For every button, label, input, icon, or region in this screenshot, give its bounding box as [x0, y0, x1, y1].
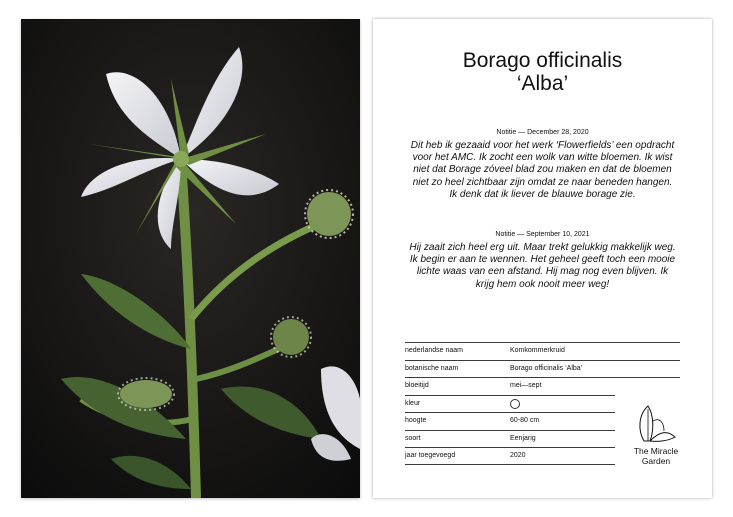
row-value: 60-80 cm	[510, 417, 540, 424]
title-line-2: ‘Alba’	[516, 72, 569, 95]
row-value: Borago officinalis ‘Alba’	[510, 364, 583, 372]
note-date: Notitie — December 28, 2020	[496, 129, 589, 136]
row-label: kleur	[405, 399, 421, 407]
row-value: 2020	[510, 452, 526, 459]
table-row	[405, 395, 615, 413]
note-text: Dit heb ik gezaaid voor het werk ‘Flowerfields’ een opdracht voor het AMC. Ik zocht een wolk van witte bloemen. Ik wist niet dat Borage zóveel blad zou maken en dat de bloemen niet zo heel zichtbaar zijn omdat ze naar beneden hangen. Ik denk dat ik liever de blauwe borage zie.	[410, 140, 675, 200]
row-label: botanische naam	[405, 364, 459, 372]
logo-line-1: The Miracle	[633, 446, 679, 456]
table-row	[405, 430, 615, 448]
row-label: soort	[405, 434, 421, 442]
borage-flower-image	[21, 19, 360, 498]
note-block	[409, 230, 676, 291]
leaf-logo-icon	[634, 403, 678, 443]
logo-line-2: Garden	[641, 456, 671, 466]
row-value: Komkommerkruid	[510, 347, 565, 354]
row-value: mei—sept	[510, 382, 542, 389]
note-date: Notitie — September 10, 2021	[495, 231, 590, 238]
note-block	[409, 128, 676, 201]
table-row	[405, 377, 680, 395]
table-row	[405, 447, 615, 465]
plant-title	[373, 49, 712, 95]
row-value: Eenjarig	[510, 434, 536, 442]
table-row	[405, 412, 615, 430]
color-swatch	[510, 399, 520, 409]
row-label: bloeitijd	[405, 382, 429, 389]
row-label: jaar toegevoegd	[405, 452, 456, 459]
row-label: nederlandse naam	[405, 347, 463, 354]
logo-text	[629, 446, 683, 466]
row-label: hoogte	[405, 417, 427, 424]
plant-photo	[21, 19, 360, 498]
table-row	[405, 360, 680, 378]
table-row	[405, 342, 680, 360]
title-line-1: Borago officinalis	[462, 49, 623, 72]
plant-info-card	[373, 19, 712, 498]
miracle-garden-logo	[629, 403, 683, 466]
note-text: Hij zaait zich heel erg uit. Maar trekt gelukkig makkelijk weg. Ik begin er aan te wennen. Het geheel geeft toch een mooie lichte waas van een afstand. Hij mag nog even blijven. Ik krijg hem ook nooit meer weg!	[409, 242, 676, 290]
